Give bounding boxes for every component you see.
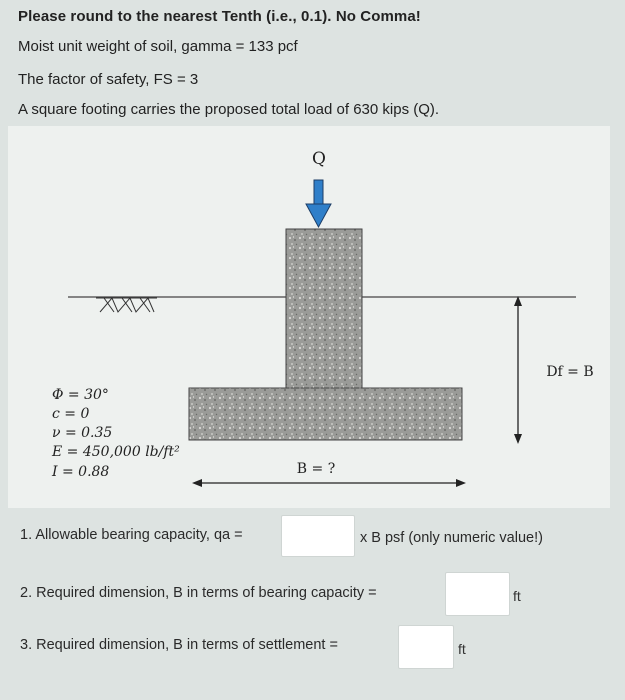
depth-dimension-arrow bbox=[514, 296, 522, 444]
factor-of-safety-text: The factor of safety, FS = 3 bbox=[18, 71, 199, 88]
width-dimension-arrow bbox=[192, 479, 466, 487]
phi-value: Φ = 30° bbox=[52, 387, 109, 403]
footing-base bbox=[189, 388, 462, 440]
cohesion-value: c = 0 bbox=[52, 406, 90, 422]
poisson-ratio-value: ν = 0.35 bbox=[52, 425, 113, 441]
influence-factor-value: I = 0.88 bbox=[52, 464, 110, 480]
q3-label: 3. Required dimension, B in terms of settlement = bbox=[20, 637, 338, 653]
soil-properties bbox=[51, 387, 180, 480]
load-text: A square footing carries the proposed total load of 630 kips (Q). bbox=[18, 101, 440, 118]
ground-hatch-icon bbox=[96, 298, 157, 312]
q2-answer-input[interactable] bbox=[445, 572, 510, 616]
footing-diagram bbox=[8, 126, 610, 508]
elastic-modulus-value: E = 450,000 lb/ft² bbox=[52, 444, 180, 460]
width-label: B = ? bbox=[296, 461, 336, 477]
depth-label: Df = B bbox=[546, 364, 594, 380]
q1-answer-input[interactable] bbox=[281, 515, 355, 557]
footing-diagram-svg bbox=[8, 126, 610, 508]
q3-unit: ft bbox=[458, 641, 466, 657]
q2-unit: ft bbox=[513, 588, 521, 604]
q1-label: 1. Allowable bearing capacity, qa = bbox=[20, 527, 243, 543]
gamma-text: Moist unit weight of soil, gamma = 133 pcf bbox=[18, 38, 298, 55]
load-q-label: Q bbox=[312, 149, 326, 169]
q2-label: 2. Required dimension, B in terms of bearing capacity = bbox=[20, 585, 377, 601]
q1-suffix: x B psf (only numeric value!) bbox=[360, 530, 543, 546]
load-arrow-icon bbox=[306, 180, 331, 227]
q3-answer-input[interactable] bbox=[398, 625, 454, 669]
instruction-text: Please round to the nearest Tenth (i.e., 0.1). No Comma! bbox=[18, 8, 421, 25]
footing-column bbox=[286, 229, 362, 389]
